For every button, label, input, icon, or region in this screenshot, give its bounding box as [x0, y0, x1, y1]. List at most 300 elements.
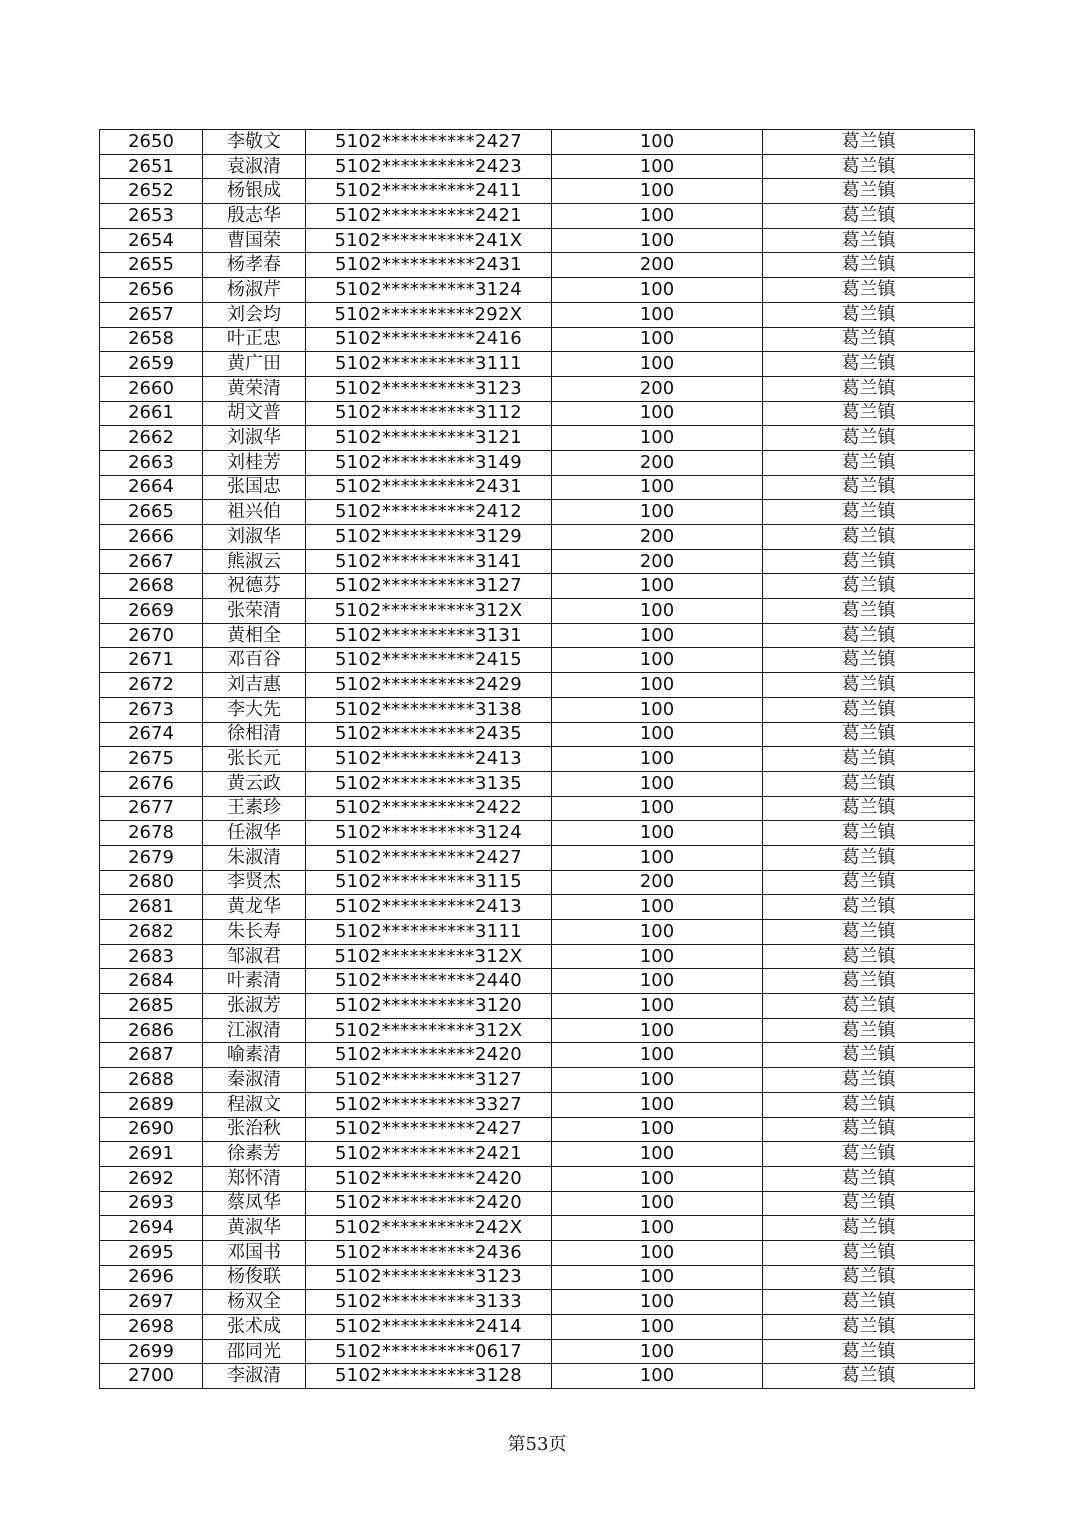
name-cell: 张长元: [203, 747, 306, 772]
table-row: [100, 1315, 975, 1340]
town-cell: 葛兰镇: [763, 1364, 975, 1389]
name-cell: 杨淑芹: [203, 278, 306, 303]
town-cell: 葛兰镇: [763, 673, 975, 698]
id-number-cell: 5102**********3133: [306, 1290, 552, 1315]
table-row: [100, 204, 975, 229]
id-number-cell: 5102**********2427: [306, 1117, 552, 1142]
table-row: [100, 1142, 975, 1167]
table-row: [100, 1018, 975, 1043]
name-cell: 张荣清: [203, 599, 306, 624]
name-cell: 李淑清: [203, 1364, 306, 1389]
id-number-cell: 5102**********2413: [306, 895, 552, 920]
id-number-cell: 5102**********2411: [306, 179, 552, 204]
name-cell: 程淑文: [203, 1092, 306, 1117]
row-number-cell: 2682: [100, 920, 203, 945]
name-cell: 朱长寿: [203, 920, 306, 945]
records-table: [99, 129, 975, 1389]
id-number-cell: 5102**********2436: [306, 1240, 552, 1265]
id-number-cell: 5102**********312X: [306, 1018, 552, 1043]
table-row: [100, 525, 975, 550]
town-cell: 葛兰镇: [763, 747, 975, 772]
table-row: [100, 870, 975, 895]
table-row: [100, 969, 975, 994]
row-number-cell: 2675: [100, 747, 203, 772]
amount-cell: 100: [552, 969, 763, 994]
table-row: [100, 278, 975, 303]
amount-cell: 100: [552, 771, 763, 796]
name-cell: 朱淑清: [203, 845, 306, 870]
id-number-cell: 5102**********312X: [306, 599, 552, 624]
name-cell: 杨孝春: [203, 253, 306, 278]
name-cell: 李贤杰: [203, 870, 306, 895]
name-cell: 张术成: [203, 1315, 306, 1340]
name-cell: 喻素清: [203, 1043, 306, 1068]
row-number-cell: 2664: [100, 475, 203, 500]
amount-cell: 200: [552, 450, 763, 475]
id-number-cell: 5102**********3124: [306, 278, 552, 303]
row-number-cell: 2663: [100, 450, 203, 475]
id-number-cell: 5102**********3123: [306, 1265, 552, 1290]
amount-cell: 100: [552, 1092, 763, 1117]
table-row: [100, 648, 975, 673]
table-row: [100, 1364, 975, 1389]
amount-cell: 100: [552, 179, 763, 204]
id-number-cell: 5102**********3112: [306, 401, 552, 426]
name-cell: 杨俊联: [203, 1265, 306, 1290]
table-row: [100, 253, 975, 278]
town-cell: 葛兰镇: [763, 376, 975, 401]
name-cell: 秦淑清: [203, 1068, 306, 1093]
row-number-cell: 2650: [100, 130, 203, 155]
amount-cell: 100: [552, 1364, 763, 1389]
town-cell: 葛兰镇: [763, 623, 975, 648]
town-cell: 葛兰镇: [763, 549, 975, 574]
id-number-cell: 5102**********2420: [306, 1166, 552, 1191]
id-number-cell: 5102**********2435: [306, 722, 552, 747]
name-cell: 曹国荣: [203, 228, 306, 253]
row-number-cell: 2693: [100, 1191, 203, 1216]
table-row: [100, 920, 975, 945]
amount-cell: 100: [552, 722, 763, 747]
amount-cell: 100: [552, 500, 763, 525]
table-row: [100, 821, 975, 846]
town-cell: 葛兰镇: [763, 500, 975, 525]
row-number-cell: 2655: [100, 253, 203, 278]
row-number-cell: 2698: [100, 1315, 203, 1340]
town-cell: 葛兰镇: [763, 1339, 975, 1364]
name-cell: 黄云政: [203, 771, 306, 796]
town-cell: 葛兰镇: [763, 969, 975, 994]
row-number-cell: 2666: [100, 525, 203, 550]
table-row: [100, 1240, 975, 1265]
amount-cell: 200: [552, 870, 763, 895]
name-cell: 李敬文: [203, 130, 306, 155]
amount-cell: 100: [552, 673, 763, 698]
name-cell: 张治秋: [203, 1117, 306, 1142]
id-number-cell: 5102**********2420: [306, 1043, 552, 1068]
table-row: [100, 130, 975, 155]
id-number-cell: 5102**********3127: [306, 1068, 552, 1093]
table-row: [100, 154, 975, 179]
id-number-cell: 5102**********2440: [306, 969, 552, 994]
row-number-cell: 2689: [100, 1092, 203, 1117]
row-number-cell: 2697: [100, 1290, 203, 1315]
id-number-cell: 5102**********2412: [306, 500, 552, 525]
amount-cell: 100: [552, 204, 763, 229]
row-number-cell: 2670: [100, 623, 203, 648]
id-number-cell: 5102**********3121: [306, 426, 552, 451]
table-row: [100, 944, 975, 969]
id-number-cell: 5102**********2414: [306, 1315, 552, 1340]
town-cell: 葛兰镇: [763, 1265, 975, 1290]
name-cell: 胡文普: [203, 401, 306, 426]
row-number-cell: 2700: [100, 1364, 203, 1389]
table-row: [100, 1043, 975, 1068]
table-row: [100, 401, 975, 426]
id-number-cell: 5102**********2422: [306, 796, 552, 821]
amount-cell: 200: [552, 525, 763, 550]
id-number-cell: 5102**********242X: [306, 1216, 552, 1241]
amount-cell: 100: [552, 401, 763, 426]
name-cell: 黄淑华: [203, 1216, 306, 1241]
amount-cell: 100: [552, 1315, 763, 1340]
row-number-cell: 2690: [100, 1117, 203, 1142]
table-row: [100, 1092, 975, 1117]
name-cell: 张淑芳: [203, 994, 306, 1019]
table-row: [100, 1166, 975, 1191]
name-cell: 刘淑华: [203, 525, 306, 550]
town-cell: 葛兰镇: [763, 302, 975, 327]
table-row: [100, 1265, 975, 1290]
id-number-cell: 5102**********312X: [306, 944, 552, 969]
town-cell: 葛兰镇: [763, 525, 975, 550]
row-number-cell: 2672: [100, 673, 203, 698]
row-number-cell: 2657: [100, 302, 203, 327]
row-number-cell: 2687: [100, 1043, 203, 1068]
id-number-cell: 5102**********3111: [306, 920, 552, 945]
name-cell: 叶正忠: [203, 327, 306, 352]
row-number-cell: 2659: [100, 352, 203, 377]
name-cell: 郑怀清: [203, 1166, 306, 1191]
town-cell: 葛兰镇: [763, 426, 975, 451]
row-number-cell: 2688: [100, 1068, 203, 1093]
table-row: [100, 1339, 975, 1364]
amount-cell: 200: [552, 549, 763, 574]
table-row: [100, 599, 975, 624]
name-cell: 刘会均: [203, 302, 306, 327]
amount-cell: 100: [552, 895, 763, 920]
row-number-cell: 2658: [100, 327, 203, 352]
amount-cell: 100: [552, 1339, 763, 1364]
page-number: 第53页: [507, 1434, 567, 1455]
id-number-cell: 5102**********2415: [306, 648, 552, 673]
town-cell: 葛兰镇: [763, 253, 975, 278]
row-number-cell: 2681: [100, 895, 203, 920]
town-cell: 葛兰镇: [763, 475, 975, 500]
town-cell: 葛兰镇: [763, 228, 975, 253]
row-number-cell: 2665: [100, 500, 203, 525]
row-number-cell: 2676: [100, 771, 203, 796]
row-number-cell: 2680: [100, 870, 203, 895]
name-cell: 刘淑华: [203, 426, 306, 451]
id-number-cell: 5102**********3115: [306, 870, 552, 895]
row-number-cell: 2673: [100, 697, 203, 722]
table-row: [100, 1068, 975, 1093]
name-cell: 黄龙华: [203, 895, 306, 920]
id-number-cell: 5102**********3127: [306, 574, 552, 599]
table-row: [100, 426, 975, 451]
town-cell: 葛兰镇: [763, 1315, 975, 1340]
records-table-body: [100, 130, 975, 1389]
name-cell: 熊淑云: [203, 549, 306, 574]
row-number-cell: 2661: [100, 401, 203, 426]
amount-cell: 100: [552, 944, 763, 969]
table-row: [100, 895, 975, 920]
amount-cell: 100: [552, 845, 763, 870]
amount-cell: 100: [552, 1216, 763, 1241]
table-row: [100, 228, 975, 253]
row-number-cell: 2669: [100, 599, 203, 624]
table-row: [100, 796, 975, 821]
town-cell: 葛兰镇: [763, 796, 975, 821]
town-cell: 葛兰镇: [763, 845, 975, 870]
amount-cell: 100: [552, 1117, 763, 1142]
town-cell: 葛兰镇: [763, 920, 975, 945]
town-cell: 葛兰镇: [763, 821, 975, 846]
town-cell: 葛兰镇: [763, 154, 975, 179]
id-number-cell: 5102**********3124: [306, 821, 552, 846]
town-cell: 葛兰镇: [763, 204, 975, 229]
id-number-cell: 5102**********3111: [306, 352, 552, 377]
id-number-cell: 5102**********3123: [306, 376, 552, 401]
town-cell: 葛兰镇: [763, 870, 975, 895]
amount-cell: 100: [552, 648, 763, 673]
id-number-cell: 5102**********3120: [306, 994, 552, 1019]
table-row: [100, 771, 975, 796]
name-cell: 蔡凤华: [203, 1191, 306, 1216]
amount-cell: 100: [552, 920, 763, 945]
name-cell: 张国忠: [203, 475, 306, 500]
id-number-cell: 5102**********3129: [306, 525, 552, 550]
amount-cell: 100: [552, 796, 763, 821]
name-cell: 黄荣清: [203, 376, 306, 401]
row-number-cell: 2694: [100, 1216, 203, 1241]
amount-cell: 100: [552, 130, 763, 155]
row-number-cell: 2684: [100, 969, 203, 994]
name-cell: 刘桂芳: [203, 450, 306, 475]
table-row: [100, 697, 975, 722]
row-number-cell: 2695: [100, 1240, 203, 1265]
id-number-cell: 5102**********2413: [306, 747, 552, 772]
amount-cell: 100: [552, 352, 763, 377]
id-number-cell: 5102**********292X: [306, 302, 552, 327]
id-number-cell: 5102**********3131: [306, 623, 552, 648]
amount-cell: 100: [552, 154, 763, 179]
table-row: [100, 1191, 975, 1216]
table-row: [100, 500, 975, 525]
row-number-cell: 2656: [100, 278, 203, 303]
amount-cell: 100: [552, 1043, 763, 1068]
table-row: [100, 994, 975, 1019]
id-number-cell: 5102**********3149: [306, 450, 552, 475]
amount-cell: 100: [552, 747, 763, 772]
name-cell: 徐素芳: [203, 1142, 306, 1167]
town-cell: 葛兰镇: [763, 944, 975, 969]
table-row: [100, 450, 975, 475]
amount-cell: 100: [552, 599, 763, 624]
town-cell: 葛兰镇: [763, 994, 975, 1019]
amount-cell: 100: [552, 697, 763, 722]
amount-cell: 100: [552, 327, 763, 352]
id-number-cell: 5102**********2431: [306, 475, 552, 500]
name-cell: 黄广田: [203, 352, 306, 377]
table-row: [100, 574, 975, 599]
name-cell: 祝德芬: [203, 574, 306, 599]
town-cell: 葛兰镇: [763, 1142, 975, 1167]
town-cell: 葛兰镇: [763, 648, 975, 673]
town-cell: 葛兰镇: [763, 1117, 975, 1142]
row-number-cell: 2678: [100, 821, 203, 846]
name-cell: 邵同光: [203, 1339, 306, 1364]
table-row: [100, 302, 975, 327]
town-cell: 葛兰镇: [763, 179, 975, 204]
id-number-cell: 5102**********0617: [306, 1339, 552, 1364]
table-row: [100, 845, 975, 870]
table-row: [100, 376, 975, 401]
name-cell: 任淑华: [203, 821, 306, 846]
table-row: [100, 722, 975, 747]
table-row: [100, 549, 975, 574]
id-number-cell: 5102**********2427: [306, 130, 552, 155]
id-number-cell: 5102**********2421: [306, 204, 552, 229]
id-number-cell: 5102**********2416: [306, 327, 552, 352]
row-number-cell: 2674: [100, 722, 203, 747]
name-cell: 邓百谷: [203, 648, 306, 673]
amount-cell: 100: [552, 994, 763, 1019]
town-cell: 葛兰镇: [763, 599, 975, 624]
id-number-cell: 5102**********2420: [306, 1191, 552, 1216]
row-number-cell: 2692: [100, 1166, 203, 1191]
town-cell: 葛兰镇: [763, 1068, 975, 1093]
town-cell: 葛兰镇: [763, 450, 975, 475]
row-number-cell: 2691: [100, 1142, 203, 1167]
row-number-cell: 2651: [100, 154, 203, 179]
town-cell: 葛兰镇: [763, 697, 975, 722]
table-row: [100, 179, 975, 204]
amount-cell: 100: [552, 1018, 763, 1043]
name-cell: 邹淑君: [203, 944, 306, 969]
name-cell: 李大先: [203, 697, 306, 722]
table-row: [100, 1117, 975, 1142]
id-number-cell: 5102**********2431: [306, 253, 552, 278]
amount-cell: 100: [552, 1265, 763, 1290]
amount-cell: 200: [552, 376, 763, 401]
amount-cell: 100: [552, 821, 763, 846]
town-cell: 葛兰镇: [763, 1166, 975, 1191]
town-cell: 葛兰镇: [763, 130, 975, 155]
amount-cell: 100: [552, 623, 763, 648]
table-row: [100, 623, 975, 648]
name-cell: 刘吉惠: [203, 673, 306, 698]
row-number-cell: 2699: [100, 1339, 203, 1364]
id-number-cell: 5102**********2423: [306, 154, 552, 179]
name-cell: 江淑清: [203, 1018, 306, 1043]
row-number-cell: 2653: [100, 204, 203, 229]
name-cell: 王素珍: [203, 796, 306, 821]
table-row: [100, 747, 975, 772]
row-number-cell: 2683: [100, 944, 203, 969]
table-row: [100, 1216, 975, 1241]
amount-cell: 100: [552, 1068, 763, 1093]
amount-cell: 100: [552, 1142, 763, 1167]
amount-cell: 100: [552, 228, 763, 253]
amount-cell: 100: [552, 1191, 763, 1216]
town-cell: 葛兰镇: [763, 771, 975, 796]
id-number-cell: 5102**********3128: [306, 1364, 552, 1389]
row-number-cell: 2654: [100, 228, 203, 253]
table-row: [100, 1290, 975, 1315]
town-cell: 葛兰镇: [763, 1191, 975, 1216]
amount-cell: 100: [552, 1166, 763, 1191]
id-number-cell: 5102**********3138: [306, 697, 552, 722]
row-number-cell: 2679: [100, 845, 203, 870]
amount-cell: 100: [552, 302, 763, 327]
town-cell: 葛兰镇: [763, 1290, 975, 1315]
name-cell: 祖兴伯: [203, 500, 306, 525]
name-cell: 袁淑清: [203, 154, 306, 179]
id-number-cell: 5102**********2429: [306, 673, 552, 698]
town-cell: 葛兰镇: [763, 1216, 975, 1241]
amount-cell: 100: [552, 574, 763, 599]
row-number-cell: 2660: [100, 376, 203, 401]
row-number-cell: 2662: [100, 426, 203, 451]
name-cell: 杨银成: [203, 179, 306, 204]
id-number-cell: 5102**********2421: [306, 1142, 552, 1167]
id-number-cell: 5102**********3141: [306, 549, 552, 574]
town-cell: 葛兰镇: [763, 722, 975, 747]
id-number-cell: 5102**********2427: [306, 845, 552, 870]
amount-cell: 200: [552, 253, 763, 278]
town-cell: 葛兰镇: [763, 1092, 975, 1117]
name-cell: 邓国书: [203, 1240, 306, 1265]
row-number-cell: 2668: [100, 574, 203, 599]
name-cell: 杨双全: [203, 1290, 306, 1315]
row-number-cell: 2667: [100, 549, 203, 574]
row-number-cell: 2677: [100, 796, 203, 821]
id-number-cell: 5102**********3327: [306, 1092, 552, 1117]
table-row: [100, 673, 975, 698]
name-cell: 殷志华: [203, 204, 306, 229]
town-cell: 葛兰镇: [763, 1240, 975, 1265]
table-row: [100, 475, 975, 500]
town-cell: 葛兰镇: [763, 327, 975, 352]
row-number-cell: 2686: [100, 1018, 203, 1043]
town-cell: 葛兰镇: [763, 278, 975, 303]
amount-cell: 100: [552, 1240, 763, 1265]
table-row: [100, 352, 975, 377]
name-cell: 黄相全: [203, 623, 306, 648]
town-cell: 葛兰镇: [763, 1043, 975, 1068]
town-cell: 葛兰镇: [763, 574, 975, 599]
amount-cell: 100: [552, 1290, 763, 1315]
name-cell: 叶素清: [203, 969, 306, 994]
table-row: [100, 327, 975, 352]
row-number-cell: 2696: [100, 1265, 203, 1290]
town-cell: 葛兰镇: [763, 352, 975, 377]
town-cell: 葛兰镇: [763, 401, 975, 426]
amount-cell: 100: [552, 475, 763, 500]
row-number-cell: 2671: [100, 648, 203, 673]
